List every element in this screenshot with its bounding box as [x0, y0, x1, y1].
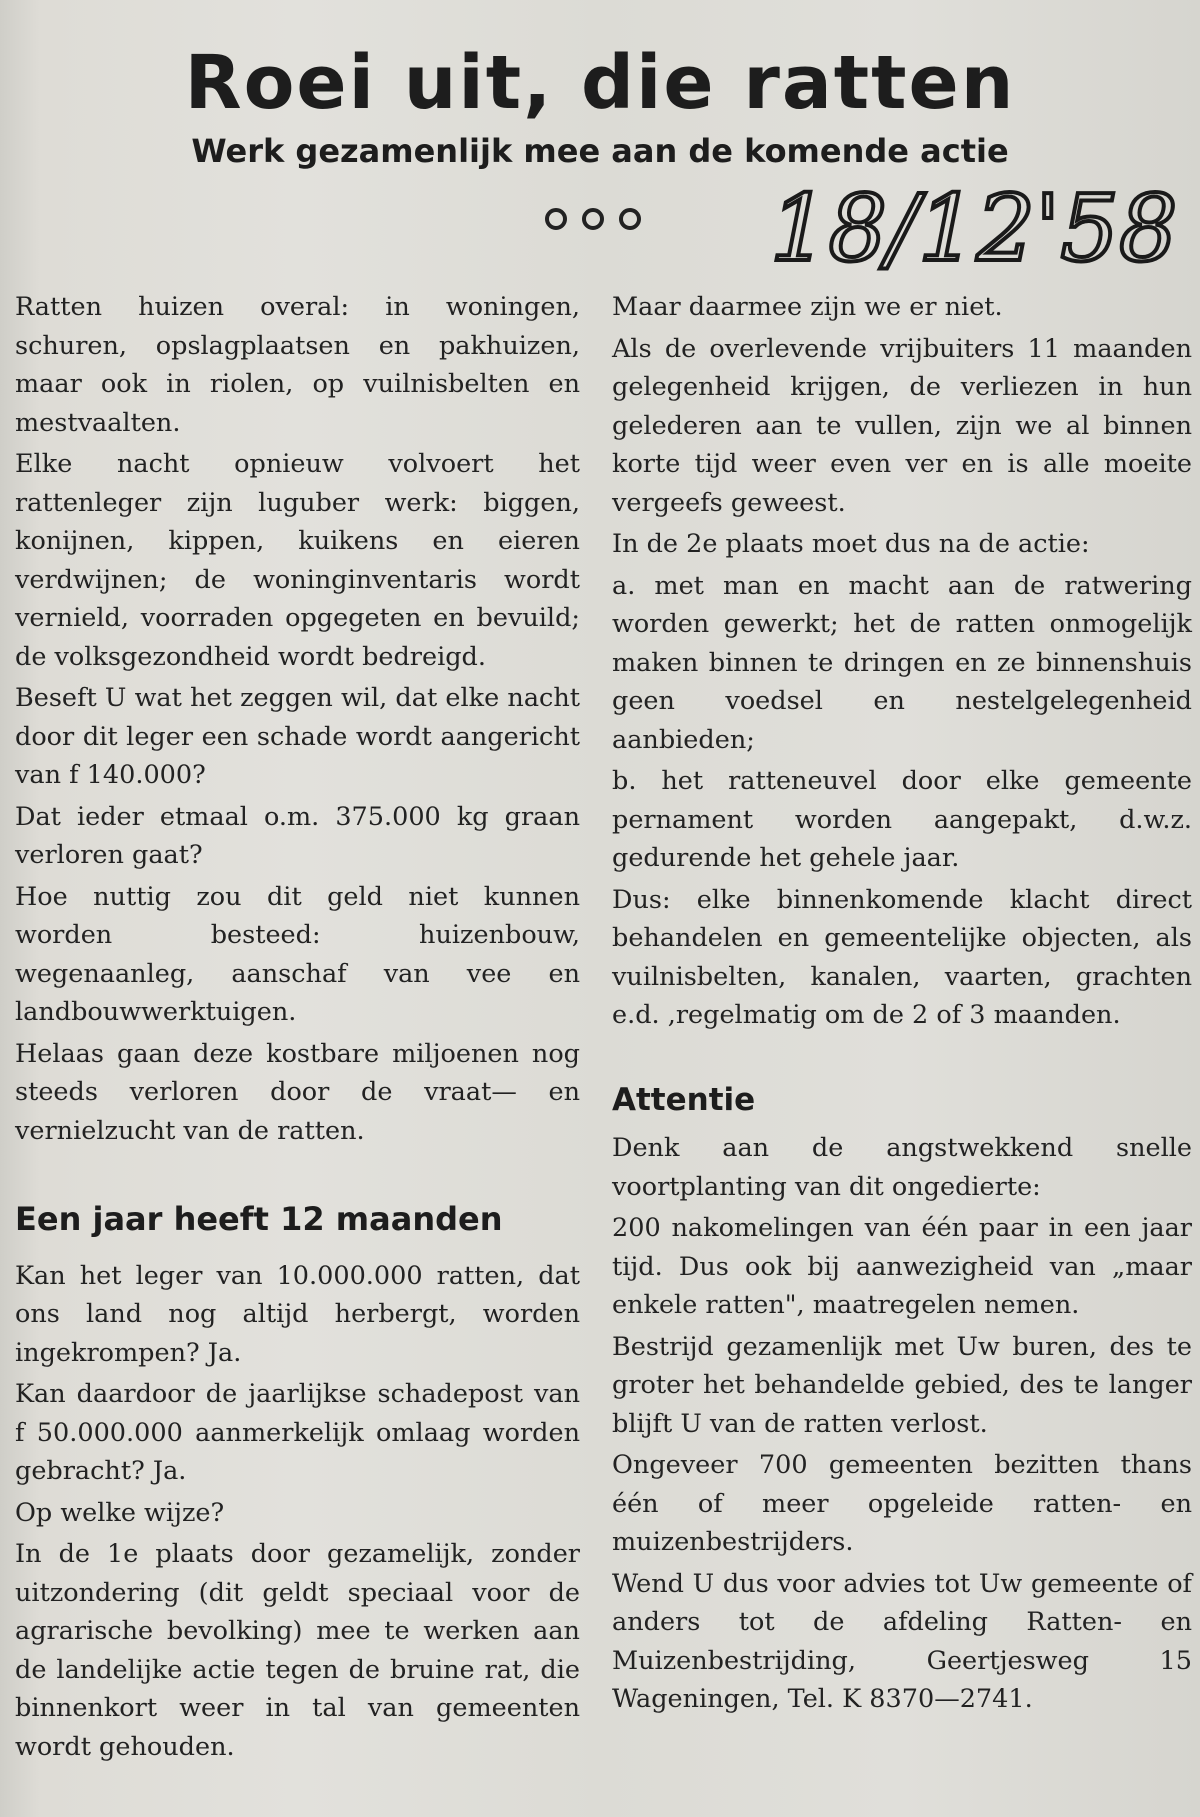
paragraph: a. met man en macht aan de ratwering worden gewerkt; het de ratten onmogelijk maken binnen te dringen en ze binnenshuis geen voedsel en nestelgelegenheid aanbieden;: [612, 570, 1192, 755]
paragraph: Beseft U wat het zeggen wil, dat elke nacht door dit leger een schade wordt aangericht van f 140.000?: [15, 683, 580, 790]
paragraph: Denk aan de angstwekkend snelle voortplanting van dit ongedierte:: [612, 1133, 1192, 1202]
article-subtitle: Werk gezamenlijk mee aan de komende actie: [191, 132, 1009, 170]
paragraph: Kan daardoor de jaarlijkse schadepost van f 50.000.000 aanmerkelijk omlaag worden gebracht? Ja.: [15, 1379, 580, 1486]
ornament-circle-icon: [582, 208, 604, 230]
paragraph: Kan het leger van 10.000.000 ratten, dat ons land nog altijd herbergt, worden ingekrompen? Ja.: [15, 1260, 580, 1368]
ornament-circle-icon: [545, 208, 567, 230]
paragraph: Maar daarmee zijn we er niet.: [612, 292, 1003, 322]
paragraph: In de 1e plaats door gezamelijk, zonder uitzondering (dit geldt speciaal voor de agrarische bevolking) mee te werken aan de landelijke actie tegen de bruine rat, die binnenkort weer in tal van gemeenten wordt gehouden.: [15, 1539, 580, 1762]
paragraph: Dat ieder etmaal o.m. 375.000 kg graan verloren gaat?: [15, 801, 580, 870]
paragraph: Wend U dus voor advies tot Uw gemeente of anders tot de afdeling Ratten- en Muizenbestrijding, Geertjesweg 15 Wageningen, Tel. K 8370—2741.: [612, 1568, 1192, 1714]
left-column: [15, 288, 580, 1769]
paragraph: Elke nacht opnieuw volvoert het rattenleger zijn luguber werk: biggen, konijnen, kippen, kuikens en eieren verdwijnen; de woninginventaris wordt vernield, voorraden opgegeten en bevuild; de volksgezondheid wordt bedreigd.: [15, 449, 580, 672]
paragraph: b. het ratteneuvel door elke gemeente pernament worden aangepakt, d.w.z. gedurende het gehele jaar.: [612, 766, 1192, 873]
article-title: Roei uit, die ratten: [184, 40, 1016, 126]
paragraph: Ongeveer 700 gemeenten bezitten thans één of meer opgeleide ratten- en muizenbestrijders.: [612, 1450, 1192, 1557]
paragraph: Helaas gaan deze kostbare miljoenen nog steeds verloren door de vraat— en vernielzucht van de ratten.: [15, 1038, 580, 1146]
handwritten-date: [770, 160, 1178, 290]
ornament-circle-icon: [619, 208, 641, 230]
ornament-dots: [540, 208, 646, 234]
paragraph: 200 nakomelingen van één paar in een jaar tijd. Dus ook bij aanwezigheid van „maar enkele ratten", maatregelen nemen.: [612, 1213, 1192, 1320]
masthead: [0, 40, 1200, 170]
paragraph: Ratten huizen overal: in woningen, schuren, opslagplaatsen en pakhuizen, maar ook in riolen, op vuilnisbelten en mestvaalten.: [15, 292, 580, 438]
paragraph: Bestrijd gezamenlijk met Uw buren, des te groter het behandelde gebied, des te langer blijft U van de ratten verlost.: [612, 1331, 1192, 1439]
right-column: [612, 288, 1192, 1722]
section-heading: Een jaar heeft 12 maanden: [15, 1200, 503, 1238]
paragraph: Als de overlevende vrijbuiters 11 maanden gelegenheid krijgen, de verliezen in hun gelederen aan te vullen, zijn we al binnen korte tijd weer even ver en is alle moeite vergeefs geweest.: [612, 333, 1192, 518]
paragraph: Dus: elke binnenkomende klacht direct behandelen en gemeentelijke objecten, als vuilnisbelten, kanalen, vaarten, grachten e.d. ,regelmatig om de 2 of 3 maanden.: [612, 884, 1192, 1030]
section-heading: Attentie: [612, 1081, 756, 1118]
paragraph: In de 2e plaats moet dus na de actie:: [612, 529, 1090, 559]
paragraph: Hoe nuttig zou dit geld niet kunnen worden besteed: huizenbouw, wegenaanleg, aanschaf van vee en landbouwwerktuigen.: [15, 881, 580, 1027]
paragraph: Op welke wijze?: [15, 1497, 225, 1528]
handwritten-date-text: 18/12'58: [770, 175, 1178, 282]
